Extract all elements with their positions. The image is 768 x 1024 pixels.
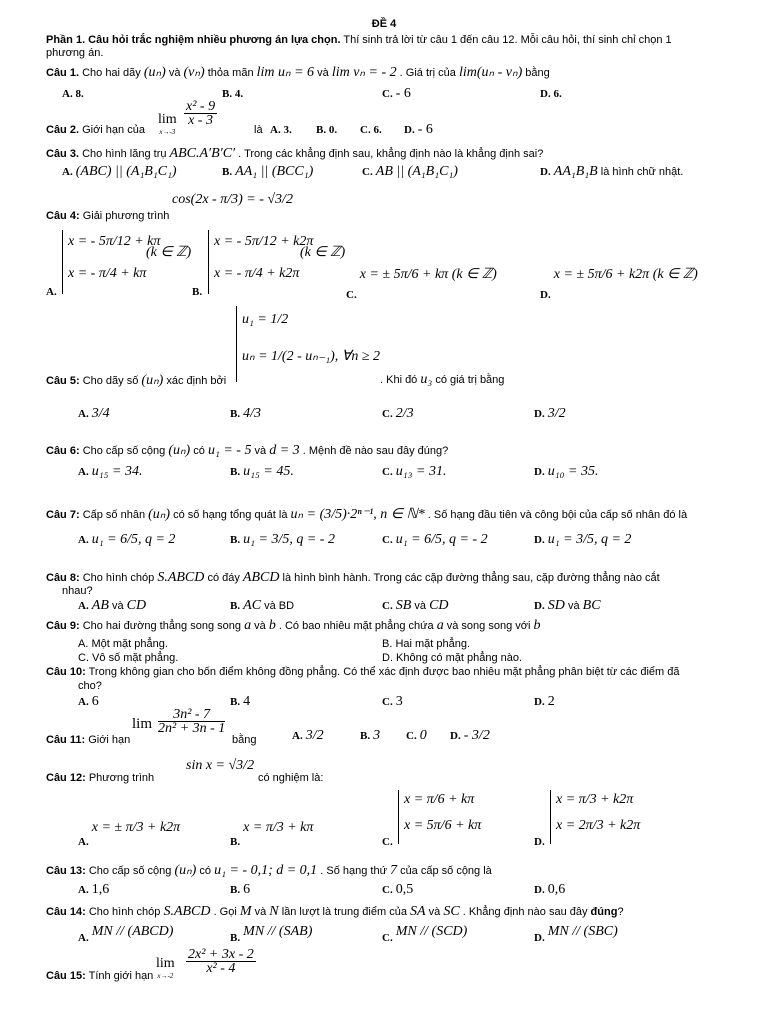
option-value: x = π/3 + kπ — [243, 820, 314, 835]
q2-option-a[interactable]: A. 3. — [270, 124, 292, 136]
question-label: Câu 13: — [46, 865, 86, 877]
question-text: của cấp số cộng là — [400, 865, 492, 877]
option-value: (ABC) || (A₁B₁C₁) — [75, 164, 177, 179]
option-value: MN // (SCD) — [395, 924, 468, 939]
question-label: Câu 7: — [46, 509, 80, 521]
math-expr: lim vₙ = - 2 — [331, 65, 397, 80]
q3-option-d[interactable] — [540, 164, 683, 180]
question-text: Cho cấp số cộng — [82, 445, 166, 457]
question-text: Cho dãy số — [82, 375, 139, 387]
option-value: CD — [126, 598, 147, 613]
option-value: 0 — [419, 728, 427, 743]
question-11 — [46, 734, 736, 746]
question-label: Câu 3. — [46, 148, 80, 160]
question-text: Giải phương trình — [82, 210, 170, 222]
q6-option-d[interactable] — [534, 464, 598, 480]
question-label: Câu 2. — [46, 124, 80, 136]
option-value: x = ± 5π/6 + k2π (k ∈ ℤ) — [553, 267, 698, 282]
option-label: B. — [230, 932, 241, 944]
option-label: C. — [382, 696, 393, 708]
option-label: A. — [46, 286, 57, 298]
system-brace — [398, 790, 399, 844]
option-condition: (k ∈ ℤ) — [146, 245, 192, 260]
question-text: . Khẳng định nào sau đây — [462, 906, 588, 918]
option-value: 0,5 — [395, 882, 414, 897]
q9-option-d[interactable]: D. Không có mặt phẳng nào. — [382, 652, 523, 664]
option-label: D. — [404, 124, 415, 136]
question-text: Cho hai dãy — [82, 67, 141, 79]
question-label: Câu 9: — [46, 620, 80, 632]
system-brace — [550, 790, 551, 844]
system-line-2: uₙ = 1/(2 - uₙ₋₁), ∀n ≥ 2 — [242, 349, 380, 364]
question-text: có đáy — [207, 572, 240, 584]
question-text: . Số hạng thứ — [320, 865, 387, 877]
option-label: C. — [382, 88, 393, 100]
option-label: C. — [382, 884, 393, 896]
q2-option-b[interactable]: B. 0. — [316, 124, 338, 136]
option-value: x = ± π/3 + k2π — [91, 820, 181, 835]
math-expr: uₙ = (3/5)·2ⁿ⁻¹, n ∈ ℕ* — [290, 507, 425, 522]
option-label: A. — [78, 408, 89, 420]
question-label: Câu 1. — [46, 67, 80, 79]
denominator: x² - 4 — [206, 961, 236, 976]
option-line-1: x = - 5π/12 + kπ — [68, 234, 161, 249]
math-expr: ABCD — [242, 570, 280, 585]
math-expr: b — [268, 618, 276, 633]
q7-option-c[interactable] — [382, 532, 488, 548]
option-label: A. — [292, 730, 303, 742]
q8-option-a[interactable] — [78, 598, 146, 614]
question-text: có nghiệm là: — [258, 772, 324, 784]
q11-option-b[interactable] — [360, 728, 380, 744]
option-label: B. — [230, 534, 241, 546]
question-6 — [46, 442, 736, 459]
option-label: D. — [534, 836, 545, 848]
math-expr: d = 3 — [269, 443, 300, 458]
system-brace — [236, 306, 237, 382]
option-value: x = ± 5π/6 + kπ (k ∈ ℤ) — [359, 267, 497, 282]
part1-instruction: Thí sinh trả lời từ câu 1 đến câu 12. Mỗi câu hỏi, thí sinh chỉ chọn 1 — [343, 34, 672, 46]
option-label: D. — [534, 466, 545, 478]
question-text: ? — [617, 906, 624, 918]
question-text: Cho cấp số cộng — [88, 865, 172, 877]
lim-word: lim — [132, 716, 153, 732]
option-text: và — [111, 600, 124, 612]
question-text: . Gọi — [213, 906, 237, 918]
q13-option-d[interactable] — [534, 882, 565, 898]
q1-option-c[interactable] — [382, 86, 411, 102]
question-label: Câu 5: — [46, 375, 80, 387]
option-label: A. — [78, 884, 89, 896]
option-value: 0,6 — [547, 882, 566, 897]
q7-option-d[interactable] — [534, 532, 631, 548]
q1-option-d[interactable]: D. 6. — [540, 88, 562, 100]
question-label: Câu 12: — [46, 772, 86, 784]
question-text: Trong không gian cho bốn điểm không đồng phẳng. Có thể xác định được bao nhiêu mặt phẳng phân biệt từ các điểm đã — [88, 666, 680, 678]
q12-option-a[interactable] — [78, 820, 181, 848]
q10-option-b[interactable] — [230, 694, 250, 710]
option-value: MN // (SAB) — [243, 924, 313, 939]
lim-word: lim — [156, 956, 175, 971]
option-value: BC — [582, 598, 601, 613]
option-label: D. — [534, 696, 545, 708]
question-15 — [46, 970, 736, 982]
option-line-2: x = - π/4 + k2π — [214, 266, 300, 281]
option-value: AB — [91, 598, 109, 613]
option-label: D. — [534, 408, 545, 420]
q1-option-a[interactable]: A. 8. — [62, 88, 84, 100]
q3-option-c[interactable] — [362, 164, 458, 180]
q12-option-c[interactable] — [382, 790, 532, 850]
q8-option-c[interactable] — [382, 598, 449, 614]
math-expr: (uₙ) — [141, 373, 164, 388]
math-expr: a — [436, 618, 444, 633]
option-value: MN // (ABCD) — [91, 924, 174, 939]
q10-option-a[interactable] — [78, 694, 99, 710]
math-expr: M — [239, 904, 252, 919]
option-label: C. — [382, 408, 393, 420]
question-text: Cho hình lăng trụ — [82, 148, 167, 160]
q5-tail — [380, 372, 504, 388]
q10-option-c[interactable] — [382, 694, 403, 710]
option-value: 3 — [373, 728, 381, 743]
option-value: u₁ = 6/5, q = - 2 — [395, 532, 488, 547]
option-text: và — [567, 600, 580, 612]
q4-option-d[interactable] — [540, 266, 698, 301]
q14-option-d[interactable] — [534, 924, 618, 944]
q6-option-a[interactable] — [78, 464, 142, 480]
q5-option-a[interactable] — [78, 406, 110, 422]
option-value: - 6 — [417, 122, 433, 137]
q15-fraction — [186, 948, 256, 975]
option-label: A. — [78, 600, 89, 612]
q2-option-c[interactable]: C. 6. — [360, 124, 382, 136]
question-text: Cho hình chóp — [82, 572, 155, 584]
question-text: bằng — [232, 734, 257, 746]
option-label: C. — [382, 836, 393, 848]
question-text: . Mệnh đề nào sau đây đúng? — [302, 445, 449, 457]
option-line-2: x = 2π/3 + k2π — [556, 818, 641, 833]
q9-option-a[interactable]: A. Một mặt phẳng. — [78, 638, 168, 650]
lim-subscript: x→-2 — [157, 972, 174, 980]
option-text: và — [414, 600, 427, 612]
system-brace — [208, 230, 209, 294]
math-expr: u₁ = - 0,1; d = 0,1 — [214, 863, 318, 878]
question-text: Tính giới hạn — [88, 970, 154, 982]
q13-option-b[interactable] — [230, 882, 250, 898]
option-label: B. — [230, 600, 241, 612]
question-4 — [46, 210, 736, 222]
question-text: có giá trị bằng — [435, 374, 505, 386]
option-value: SD — [547, 598, 565, 613]
question-3 — [46, 146, 736, 162]
math-expr: u₃ — [420, 372, 433, 387]
q11-option-c[interactable] — [406, 728, 427, 744]
option-value: 2 — [547, 694, 555, 709]
option-value: MN // (SBC) — [547, 924, 618, 939]
option-label: A. — [78, 836, 89, 848]
q11-option-d[interactable] — [450, 728, 490, 744]
part1-heading — [46, 34, 736, 46]
option-label: D. — [534, 600, 545, 612]
option-label: C. — [346, 289, 357, 301]
question-text: . Giá trị của — [399, 67, 456, 79]
math-expr: b — [533, 618, 541, 633]
q10-option-d[interactable] — [534, 694, 555, 710]
q8-option-d[interactable] — [534, 598, 601, 614]
question-label: Câu 8: — [46, 572, 80, 584]
q9-option-c[interactable]: C. Vô số mặt phẳng. — [78, 652, 179, 664]
lim-word: lim — [158, 112, 177, 127]
math-expr: S.ABCD — [163, 904, 211, 919]
math-expr: lim(uₙ - vₙ) — [458, 65, 523, 80]
option-label: B. — [230, 884, 241, 896]
math-expr: ABC.A′B′C′ — [169, 146, 236, 161]
numerator: 3n² - 7 — [158, 708, 225, 722]
option-label: C. — [406, 730, 417, 742]
option-label: D. — [540, 289, 551, 301]
q13-option-a[interactable] — [78, 882, 109, 898]
denominator: 2n² + 3n - 1 — [158, 721, 226, 736]
option-text: là hình chữ nhật. — [600, 166, 684, 178]
math-expr: N — [269, 904, 279, 919]
option-label: C. — [382, 932, 393, 944]
question-label: Câu 11: — [46, 734, 86, 746]
option-value: 3/2 — [305, 728, 324, 743]
lim-subscript: x→-3 — [159, 128, 176, 136]
math-expr: SA — [410, 904, 426, 919]
q12-option-d[interactable] — [534, 790, 704, 850]
limit-operator — [158, 112, 177, 136]
option-label: B. — [230, 696, 241, 708]
option-line-2: x = 5π/6 + kπ — [404, 818, 482, 833]
question-emphasis: đúng — [590, 906, 618, 918]
option-value: AC — [243, 598, 262, 613]
question-text: Giới hạn — [88, 734, 131, 746]
q7-option-a[interactable] — [78, 532, 175, 548]
question-text: là hình bình hành. Trong các cặp đường thẳng sau, cặp đường thẳng nào cắt — [282, 572, 660, 584]
question-text: . Khi đó — [380, 374, 418, 386]
question-label: Câu 4: — [46, 210, 80, 222]
q6-option-c[interactable] — [382, 464, 446, 480]
option-value: CD — [429, 598, 449, 613]
q4-option-c[interactable] — [346, 266, 497, 301]
option-label: A. — [78, 534, 89, 546]
option-line-2: x = - π/4 + kπ — [68, 266, 147, 281]
question-label: Câu 15: — [46, 970, 86, 982]
math-expr: (uₙ) — [174, 863, 197, 878]
option-label: A. — [78, 696, 89, 708]
question-text: . Có bao nhiêu mặt phẳng chứa — [278, 620, 434, 632]
question-1 — [46, 64, 736, 81]
question-10 — [46, 666, 736, 678]
option-value: AA₁B₁B — [553, 164, 598, 179]
math-expr: (vₙ) — [183, 65, 205, 80]
option-value: 1,6 — [91, 882, 110, 897]
q4-equation: cos(2x - π/3) = - √3/2 — [172, 192, 293, 207]
math-expr: SC — [443, 904, 460, 919]
option-label: B. — [230, 408, 241, 420]
math-expr: u₁ = - 5 — [207, 443, 252, 458]
question-label: Câu 10: — [46, 666, 86, 678]
option-value: u₁ = 3/5, q = - 2 — [243, 532, 335, 547]
question-13 — [46, 862, 736, 879]
option-label: B. — [222, 166, 233, 178]
q4-option-a[interactable] — [46, 230, 216, 300]
question-text: có — [199, 865, 212, 877]
option-label: C. — [382, 466, 393, 478]
q12-equation: sin x = √3/2 — [186, 758, 255, 773]
math-expr: a — [244, 618, 252, 633]
q1-option-b[interactable]: B. 4. — [222, 88, 244, 100]
math-expr: S.ABCD — [157, 570, 205, 585]
option-value: u₁₅ = 45. — [243, 464, 294, 479]
q15-limit-operator — [156, 956, 175, 980]
option-value: 4/3 — [243, 406, 262, 421]
question-text: Giới hạn của — [82, 124, 145, 136]
option-condition: (k ∈ ℤ) — [300, 245, 346, 260]
question-label: Câu 14: — [46, 906, 86, 918]
option-label: B. — [230, 466, 241, 478]
option-value: 6 — [243, 882, 251, 897]
option-label: A. — [78, 932, 89, 944]
q2-option-d[interactable] — [404, 122, 433, 138]
q8-option-b[interactable] — [230, 598, 294, 614]
q5-option-d[interactable] — [534, 406, 566, 422]
question-text: và song song với — [446, 620, 531, 632]
option-label: A. — [78, 466, 89, 478]
math-expr: lim uₙ = 6 — [256, 65, 315, 80]
option-value: AA₁ || (BCC₁) — [235, 164, 314, 179]
option-value: - 6 — [395, 86, 411, 101]
question-text: có — [193, 445, 205, 457]
question-text: và — [168, 67, 181, 79]
q6-option-b[interactable] — [230, 464, 294, 480]
q14-option-a[interactable] — [78, 924, 174, 944]
numerator: x² - 9 — [186, 99, 216, 114]
q11-fraction — [158, 708, 225, 735]
part1-instruction-line2: phương án. — [46, 47, 104, 59]
system-brace — [62, 230, 63, 294]
question-text: và — [254, 906, 267, 918]
option-value: u₁₀ = 35. — [547, 464, 599, 479]
option-value: 4 — [243, 694, 251, 709]
exam-title: ĐỀ 4 — [371, 18, 397, 30]
question-text: . Trong các khẳng định sau, khẳng định nào là khẳng định sai? — [238, 148, 544, 160]
question-text: . Số hạng đầu tiên và công bội của cấp số nhân đó là — [427, 509, 688, 521]
q14-option-c[interactable] — [382, 924, 468, 944]
math-expr: (uₙ) — [168, 443, 191, 458]
option-label: B. — [192, 286, 203, 298]
q3-option-a[interactable] — [62, 164, 177, 180]
question-9 — [46, 618, 736, 634]
q14-option-b[interactable] — [230, 924, 313, 944]
question-label: Câu 6: — [46, 445, 80, 457]
option-value: 6 — [91, 694, 99, 709]
question-text: và — [254, 620, 266, 632]
part1-title: Phần 1. Câu hỏi trắc nghiệm nhiều phương án lựa chọn. — [46, 34, 341, 46]
option-value: u₁ = 6/5, q = 2 — [91, 532, 176, 547]
q4-option-b[interactable] — [192, 230, 362, 300]
option-value: 3/2 — [547, 406, 566, 421]
math-expr: (uₙ) — [148, 507, 171, 522]
denominator: x - 3 — [188, 113, 213, 128]
option-label: C. — [382, 534, 393, 546]
question-text: và — [428, 906, 441, 918]
option-value: u₁₅ = 34. — [91, 464, 143, 479]
option-label: B. — [230, 836, 241, 848]
option-value: 3 — [395, 694, 403, 709]
question-8-line2: nhau? — [62, 585, 93, 597]
math-expr: (uₙ) — [143, 65, 166, 80]
option-value: 2/3 — [395, 406, 414, 421]
option-value: - 3/2 — [463, 728, 490, 743]
option-value: SB — [395, 598, 412, 613]
option-value: AB || (A₁B₁C₁) — [375, 164, 458, 179]
option-value: u₁ = 3/5, q = 2 — [547, 532, 632, 547]
fraction — [184, 100, 217, 127]
question-7 — [46, 506, 736, 523]
question-text: thỏa mãn — [207, 67, 254, 79]
q9-option-b[interactable]: B. Hai mặt phẳng. — [382, 638, 471, 650]
question-text: Cho hình chóp — [88, 906, 161, 918]
q5-system — [236, 306, 396, 386]
option-label: B. — [360, 730, 371, 742]
option-line-1: x = π/3 + k2π — [556, 792, 634, 807]
q3-option-b[interactable] — [222, 164, 313, 180]
option-value: 3/4 — [91, 406, 110, 421]
numerator: 2x² + 3x - 2 — [188, 947, 254, 962]
question-14 — [46, 904, 736, 920]
option-label: D. — [534, 932, 545, 944]
q11-option-a[interactable] — [292, 728, 324, 744]
q7-option-b[interactable] — [230, 532, 335, 548]
option-label: A. — [62, 166, 73, 178]
question-text: và — [317, 67, 329, 79]
question-text: có số hạng tổng quát là — [173, 509, 288, 521]
option-line-1: x = π/6 + kπ — [404, 792, 475, 807]
q12-option-b[interactable] — [230, 820, 314, 848]
question-text: Cho hai đường thẳng song song — [82, 620, 241, 632]
option-text: và BD — [264, 600, 295, 612]
option-label: C. — [362, 166, 373, 178]
question-text: bằng — [525, 67, 550, 79]
question-text: lần lượt là trung điểm của — [281, 906, 407, 918]
option-label: D. — [450, 730, 461, 742]
question-text: xác định bởi — [166, 375, 227, 387]
math-expr: 7 — [390, 863, 397, 878]
option-label: D. — [540, 166, 551, 178]
question-text: Phương trình — [88, 772, 155, 784]
question-8 — [46, 570, 736, 586]
question-text: là — [254, 124, 263, 136]
option-value: u₁₃ = 31. — [395, 464, 447, 479]
system-line-1: u₁ = 1/2 — [242, 312, 289, 327]
question-text: Cấp số nhân — [82, 509, 146, 521]
question-10-line2: cho? — [78, 680, 102, 692]
option-label: D. — [534, 534, 545, 546]
question-text: và — [254, 445, 267, 457]
q13-option-c[interactable] — [382, 882, 413, 898]
option-label: C. — [382, 600, 393, 612]
q5-option-b[interactable] — [230, 406, 261, 422]
option-line-1: x = - 5π/12 + k2π — [214, 234, 314, 249]
q5-option-c[interactable] — [382, 406, 414, 422]
option-label: D. — [534, 884, 545, 896]
question-12 — [46, 772, 736, 784]
